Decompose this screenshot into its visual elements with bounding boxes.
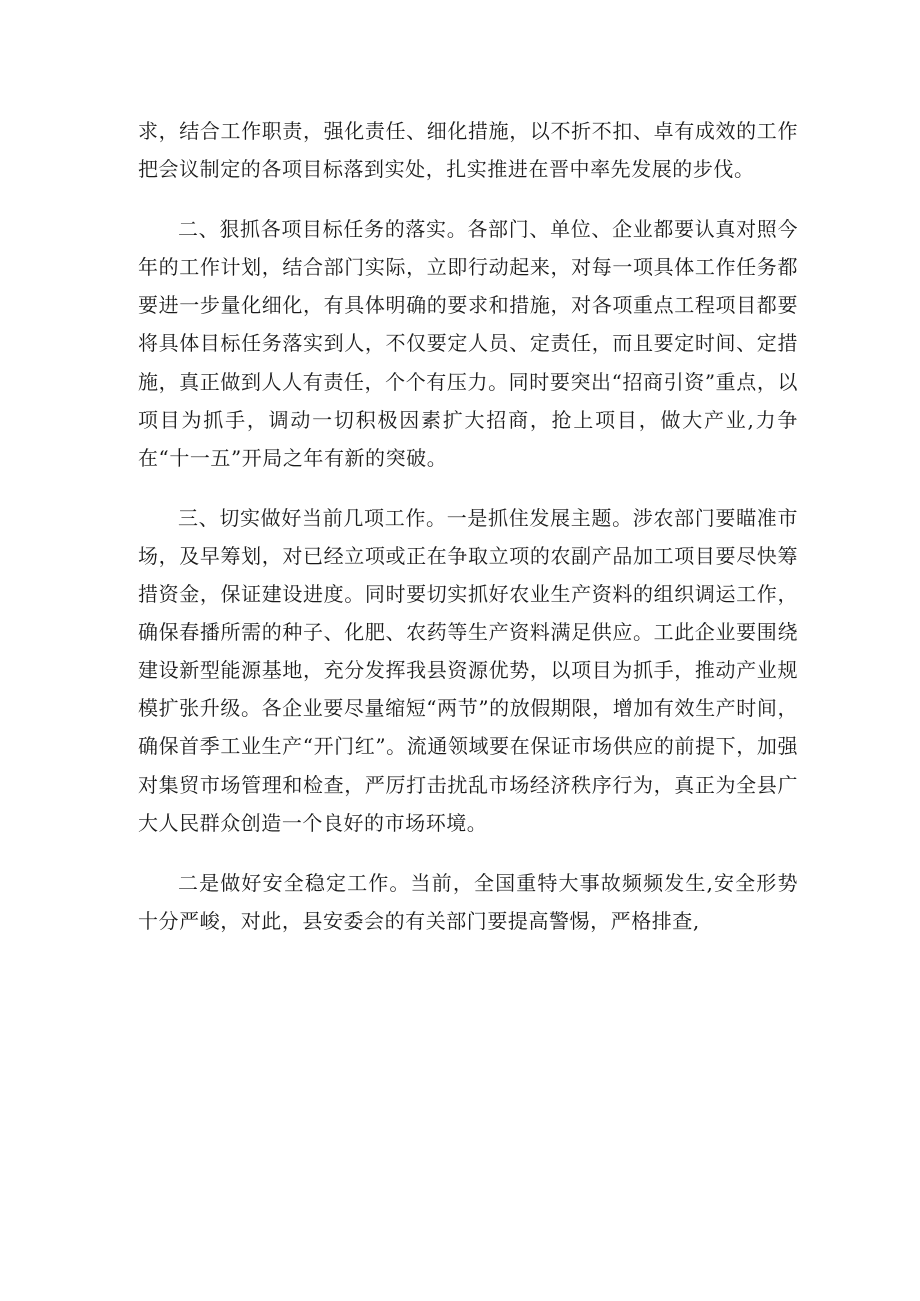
paragraph-section-three: 三、切实做好当前几项工作。一是抓住发展主题。涉农部门要瞄准市场，及早筹划，对已经立项或正在争取立项的农副产品加工项目要尽快筹措资金，保证建设进度。同时要切实抓好农业生产资料的组织调运工作，确保春播所需的种子、化肥、农药等生产资料满足供应。工此企业要围绕建设新型能源基地，充分发挥我县资源优势，以项目为抓手，推动产业规模扩张升级。各企业要尽量缩短“两节”的放假期限，增加有效生产时间，确保首季工业生产“开门红”。流通领域要在保证市场供应的前提下，加强对集贸市场管理和检查，严厉打击扰乱市场经济秩序行为，真正为全县广大人民群众创造一个良好的市场环境。 xyxy=(138,505,798,835)
document-body xyxy=(138,112,798,940)
paragraph-section-two: 二、狠抓各项目标任务的落实。各部门、单位、企业都要认真对照今年的工作计划，结合部门实际，立即行动起来，对每一项具体工作任务都要进一步量化细化，有具体明确的要求和措施，对各项重点工程项目都要将具体目标任务落实到人，不仅要定人员、定责任，而且要定时间、定措施，真正做到人人有责任，个个有压力。同时要突出“招商引资”重点，以项目为抓手，调动一切积极因素扩大招商，抢上项目，做大产业,力争在“十一五”开局之年有新的突破。 xyxy=(138,217,798,470)
paragraph-safety-stability: 二是做好安全稳定工作。当前，全国重特大事故频频发生,安全形势十分严峻，对此，县安委会的有关部门要提高警惕，严格排查, xyxy=(138,870,798,933)
paragraph-continuation: 求，结合工作职责，强化责任、细化措施，以不折不扣、卓有成效的工作把会议制定的各项目标落到实处，扎实推进在晋中率先发展的步伐。 xyxy=(138,119,798,182)
